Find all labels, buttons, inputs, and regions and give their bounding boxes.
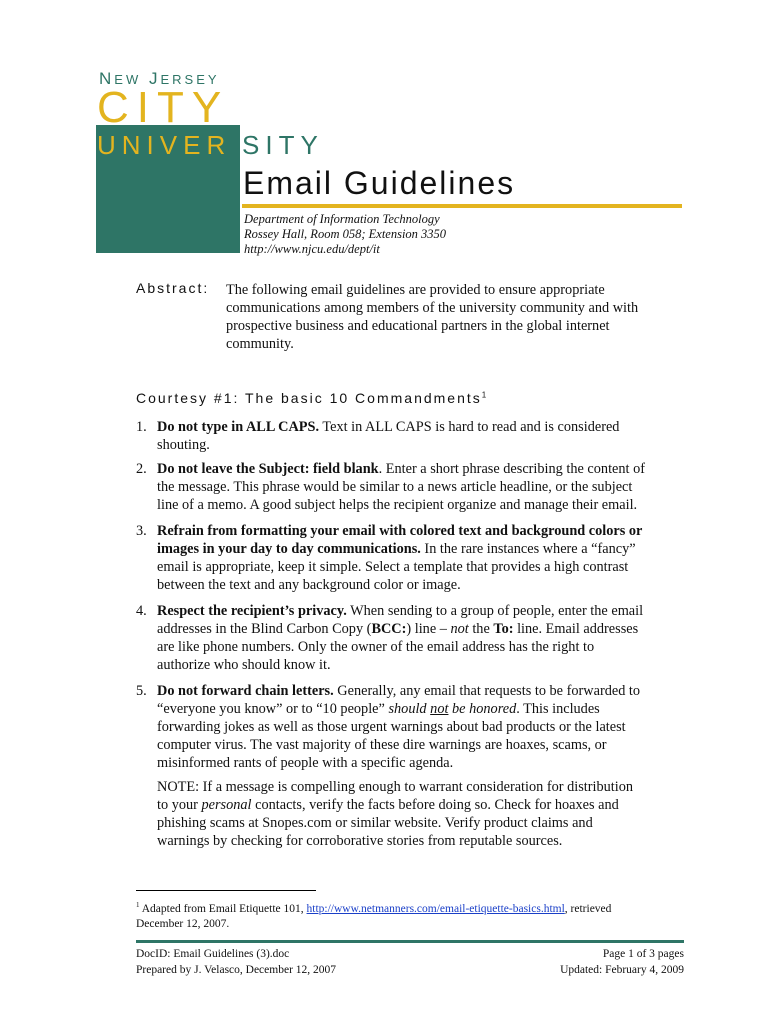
list-number: 2. [136,461,147,477]
section-heading [136,390,486,406]
list-item-body [157,682,692,772]
list-item-body [157,418,692,454]
note-text: NOTE: If a message is compelling enough to warrant consideration for distribution to your [157,779,634,813]
item-italic-text: not [450,621,469,637]
item-text: In the rare instances where a “fancy” email is appropriate, keep it simple. Select a template that provides a high contrast between the text and any background color or image. [157,541,636,593]
footnote-number: 1 [136,901,140,909]
item-italic-underline-text: not [430,701,449,717]
footer-docid: DocID: Email Guidelines (3).doc [136,948,290,960]
department-name: Department of Information Technology [244,212,440,226]
abstract-label: Abstract: [136,280,210,296]
note-text: contacts, verify the facts before doing so. Check for hoaxes and phishing scams at Snopes.com or similar website. Verify product claims and warnings by checking for corroborative stories from reputable sources. [157,797,619,849]
item-bold-text: Respect the recipient’s privacy. [157,603,347,619]
footer-updated: Updated: February 4, 2009 [560,964,684,976]
list-number: 3. [136,523,147,539]
footer-left [136,946,336,978]
section-heading-text: Courtesy #1: The basic 10 Commandments [136,390,482,406]
item-text: Text in ALL CAPS is hard to read and is considered shouting. [157,419,620,453]
item-italic-text: should [388,701,427,717]
list-item-body [157,522,692,594]
footnote [136,898,686,932]
footer-page-number: Page 1 of 3 pages [602,948,684,960]
abstract-text: The following email guidelines are provided to ensure appropriate communications among members of the university community and with prospective business and educational partners in the global internet community. [226,282,639,352]
footnote-text: Adapted from Email Etiquette 101, [139,902,307,915]
logo-university-right: SITY [242,130,324,160]
item-bold-text: BCC: [371,621,407,637]
footnote-divider [136,890,316,891]
logo-university-left: UNIVER [97,130,232,160]
title-underline [242,204,682,208]
item-bold-text: Do not type in ALL CAPS. [157,419,320,435]
item-bold-text: Refrain from formatting your email with colored text and background colors or images in your day to day communications. [157,523,643,557]
item-text: the [468,621,494,637]
item-bold-text: Do not leave the Subject: field blank [157,461,379,477]
item-text: . This includes forwarding jokes as well as those urgent warnings about bad products or the latest computer virus. The vast majority of these dire warnings are hoaxes, scams, or misinformed rants of people with a specific agenda. [157,701,626,771]
list-item-body [157,602,692,674]
footnote-reference[interactable]: 1 [481,390,487,400]
department-location: Rossey Hall, Room 058; Extension 3350 [244,227,447,241]
list-number: 1. [136,419,147,435]
note-italic-text: personal [201,797,252,813]
item-text: Generally, any email that requests to be forwarded to “everyone you know” or to “10 people” [157,683,641,717]
item-bold-text: Do not forward chain letters. [157,683,334,699]
footer-prepared: Prepared by J. Velasco, December 12, 2007 [136,964,337,976]
footnote-link[interactable]: http://www.netmanners.com/email-etiquette-basics.html [306,902,565,915]
logo-new-jersey: NEW JERSEY [99,69,220,88]
list-item-body [157,460,692,514]
item-text: When sending to a group of people, enter the email addresses in the Blind Carbon Copy ( [157,603,644,637]
list-number: 5. [136,683,147,699]
logo-city: CITY [97,83,230,132]
page-title: Email Guidelines [243,165,516,201]
list-number: 4. [136,603,147,619]
department-url: http://www.njcu.edu/dept/it [244,242,380,256]
item-text: . Enter a short phrase describing the content of the message. This phrase would be similar to a news article headline, or the subject line of a memo. A good subject helps the recipient organize and manage their email. [157,461,646,513]
footer-divider [136,940,684,943]
item-italic-text: be honored [448,701,517,717]
footnote-text: , retrieved December 12, 2007. [136,902,612,930]
footer-right [560,946,684,978]
item-bold-text: To: [493,621,514,637]
item-text: line. Email addresses are like phone numbers. Only the owner of the email address has the right to authorize who should know it. [157,621,639,673]
department-info [244,212,446,257]
item-text: ) line – [406,621,451,637]
note-paragraph [157,778,692,850]
